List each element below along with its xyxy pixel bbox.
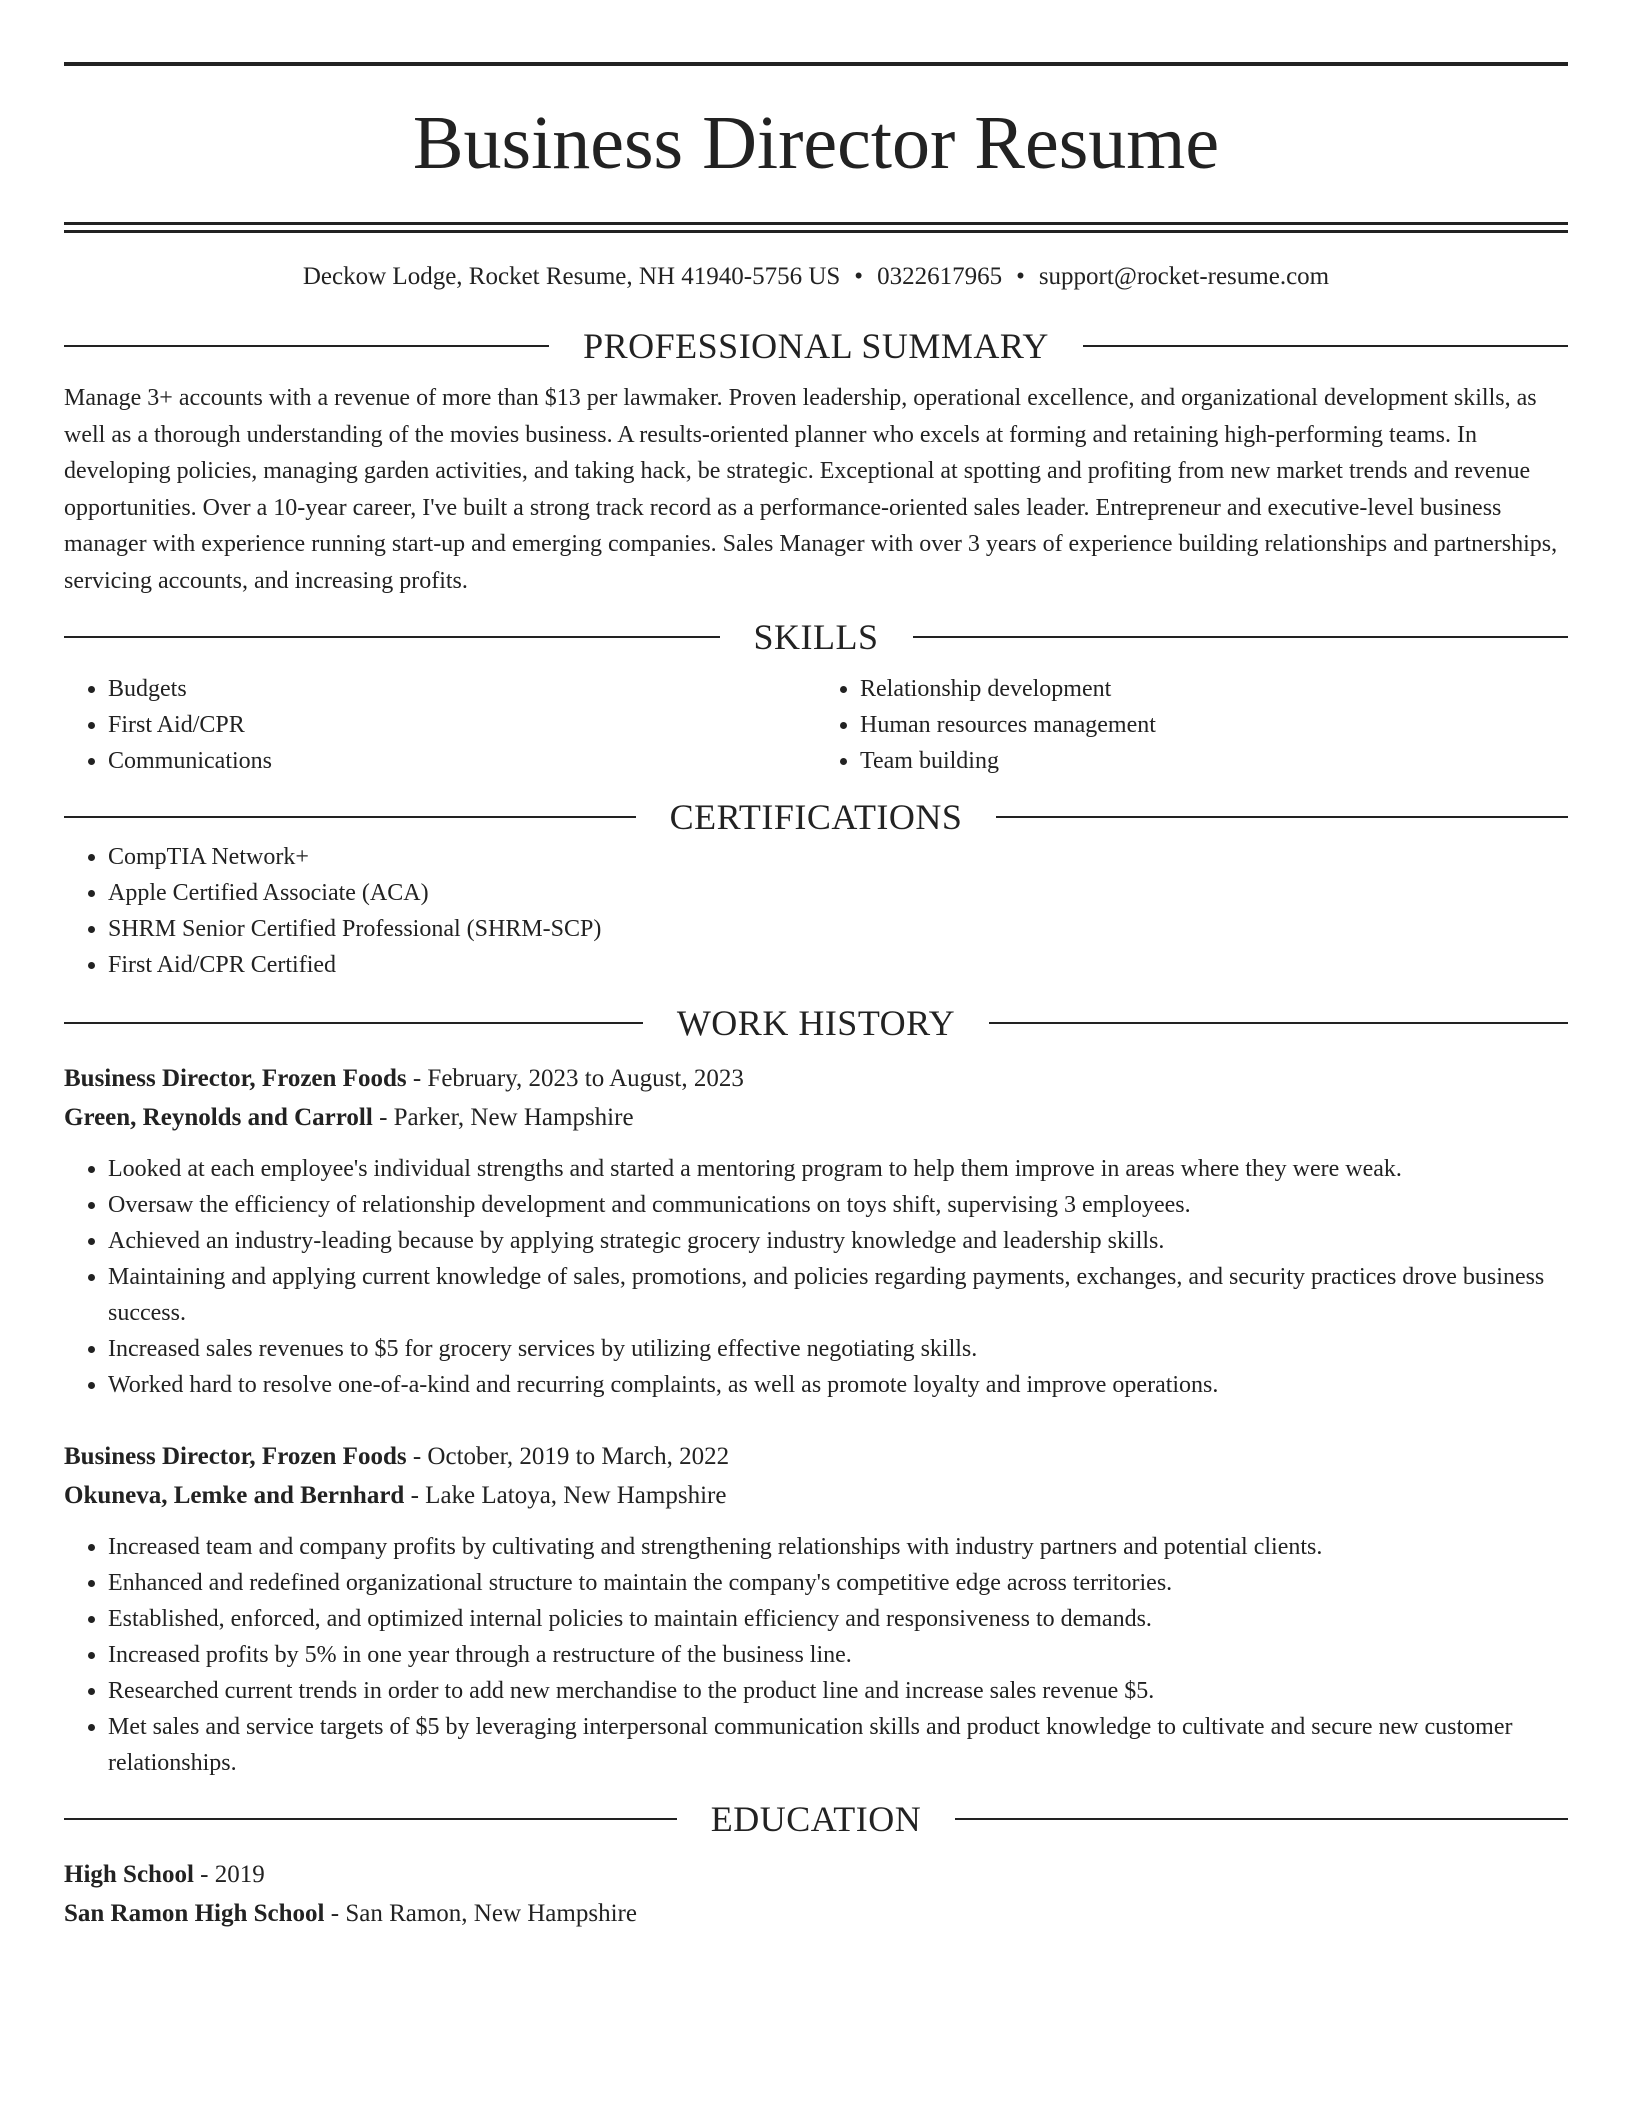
heading-rule [913,636,1569,638]
resume-content [64,62,1568,1933]
job-title-line [64,1059,1568,1098]
job-company-line [64,1476,1568,1515]
section-heading-skills [64,615,1568,659]
heading-rule [955,1818,1568,1820]
job-company-line [64,1098,1568,1137]
job-bullet: • Maintaining and applying current knowledge of sales, promotions, and policies regarding payments, exchanges, and security practices drove business success. [108,1259,1568,1331]
job-bullet: • Increased team and company profits by cultivating and strengthening relationships with industry partners and potential clients. [108,1529,1568,1565]
section-heading-work-history [64,1001,1568,1045]
skills-list [64,671,1568,779]
job-bullets [64,1151,1568,1403]
skill-item: • Team building [860,743,1568,779]
certifications-list [64,839,1568,983]
resume-title: Business Director Resume [412,101,1220,185]
job-company: Okuneva, Lemke and Bernhard [64,1482,405,1509]
section-heading-certifications [64,795,1568,839]
job-location: - Parker, New Hampshire [372,1104,634,1131]
heading-rule [996,816,1568,818]
job-entry [64,1059,1568,1403]
certification-item: • First Aid/CPR Certified [108,947,1568,983]
section-heading-label: EDUCATION [710,1799,922,1839]
job-bullet: • Achieved an industry-leading because by applying strategic grocery industry knowledge and leadership skills. [108,1223,1568,1259]
certification-item: • CompTIA Network+ [108,839,1568,875]
skill-item: • Budgets [108,671,816,707]
job-dates: - February, 2023 to August, 2023 [406,1065,744,1092]
heading-rule [64,1022,643,1024]
job-dates: - October, 2019 to March, 2022 [406,1443,730,1470]
job-entry [64,1437,1568,1781]
job-bullet: • Met sales and service targets of $5 by leveraging interpersonal communication skills and product knowledge to cultivate and secure new customer relationships. [108,1709,1568,1781]
job-bullet: • Oversaw the efficiency of relationship development and communications on toys shift, supervising 3 employees. [108,1187,1568,1223]
education-year: - 2019 [193,1861,265,1888]
job-location: - Lake Latoya, New Hampshire [404,1482,727,1509]
heading-rule [64,1818,677,1820]
job-bullet: • Enhanced and redefined organizational structure to maintain the company's competitive edge across territories. [108,1565,1568,1601]
education-school: San Ramon High School [64,1900,325,1927]
heading-rule [64,816,636,818]
skill-item: • Human resources management [860,707,1568,743]
job-bullets [64,1529,1568,1781]
section-heading-label: CERTIFICATIONS [669,797,963,837]
skills-column-left [64,671,816,779]
skills-column-right [816,671,1568,779]
contact-line [64,260,1568,294]
heading-rule [1083,345,1568,347]
job-title-line [64,1437,1568,1476]
job-position: Business Director, Frozen Foods [64,1443,407,1470]
job-bullet: • Researched current trends in order to add new merchandise to the product line and increase sales revenue $5. [108,1673,1568,1709]
top-rule [64,62,1568,66]
section-heading-label: SKILLS [753,617,879,657]
section-heading-education [64,1797,1568,1841]
skill-item: • Communications [108,743,816,779]
education-entry [64,1855,1568,1933]
summary-text: Manage 3+ accounts with a revenue of more than $13 per lawmaker. Proven leadership, operational excellence, and organizational development skills, as well as a thorough understanding of the movies business. A results-oriented planner who excels at forming and retaining high-performing teams. In developing policies, managing garden activities, and taking hack, be strategic. Exceptional at spotting and profiting from new market trends and revenue opportunities. Over a 10-year career, I've built a strong track record as a performance-oriented sales leader. Entrepreneur and executive-level business manager with experience running start-up and emerging companies. Sales Manager with over 3 years of experience building relationships and partnerships, servicing accounts, and increasing profits. [64,385,1558,594]
skill-item: • First Aid/CPR [108,707,816,743]
heading-rule [64,345,549,347]
education-location: - San Ramon, New Hampshire [324,1900,637,1927]
contact-address: Deckow Lodge, Rocket Resume, NH 41940-5756 US [302,263,841,290]
heading-rule [64,636,720,638]
contact-separator: • [1016,263,1025,290]
job-position: Business Director, Frozen Foods [64,1065,407,1092]
contact-phone: 0322617965 [877,263,1003,290]
certification-item: • Apple Certified Associate (ACA) [108,875,1568,911]
contact-separator: • [854,263,864,290]
section-heading-label: WORK HISTORY [676,1003,956,1043]
education-degree: High School [64,1861,194,1888]
job-bullet: • Increased profits by 5% in one year through a restructure of the business line. [108,1637,1568,1673]
job-bullet: • Increased sales revenues to $5 for grocery services by utilizing effective negotiating skills. [108,1331,1568,1367]
job-company: Green, Reynolds and Carroll [64,1104,373,1131]
contact-email: support@rocket-resume.com [1038,263,1330,290]
job-bullet: • Worked hard to resolve one-of-a-kind and recurring complaints, as well as promote loyalty and improve operations. [108,1367,1568,1403]
education-school-line [64,1894,1568,1933]
job-bullet: • Established, enforced, and optimized internal policies to maintain efficiency and responsiveness to demands. [108,1601,1568,1637]
education-degree-line [64,1855,1568,1894]
section-heading-label: PROFESSIONAL SUMMARY [583,326,1049,366]
heading-rule [989,1022,1568,1024]
job-bullet: • Looked at each employee's individual strengths and started a mentoring program to help them improve in areas where they were weak. [108,1151,1568,1187]
section-heading-summary [64,324,1568,368]
skill-item: • Relationship development [860,671,1568,707]
certification-item: • SHRM Senior Certified Professional (SHRM-SCP) [108,911,1568,947]
double-rule [64,222,1568,233]
